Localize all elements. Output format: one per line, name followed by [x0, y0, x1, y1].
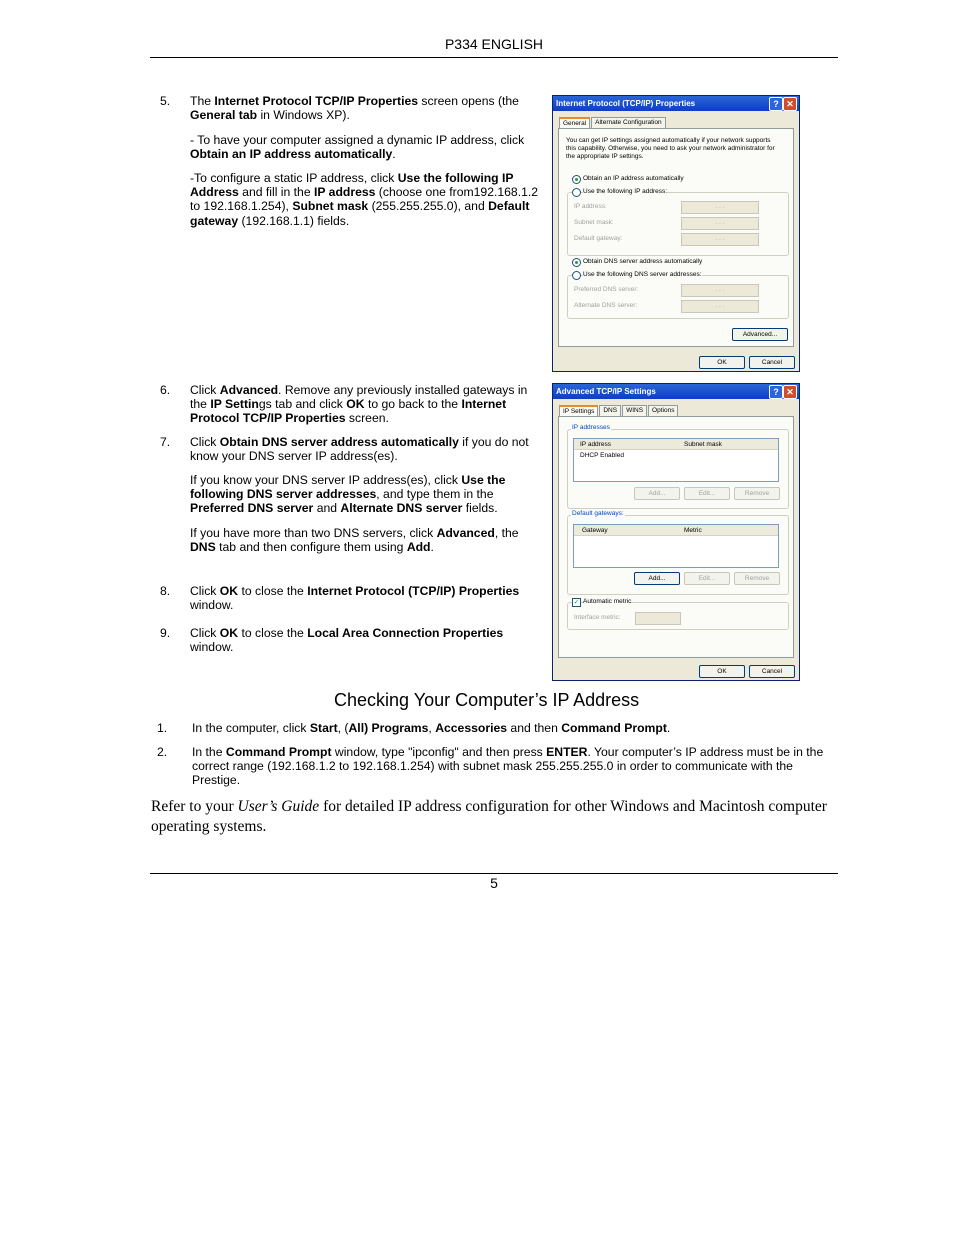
alternate-dns-field[interactable]: . . . [681, 300, 759, 313]
interface-metric-label: Interface metric: [574, 614, 621, 621]
column-gateway[interactable]: Gateway [582, 527, 608, 534]
step-number: 6. [160, 383, 171, 397]
subnet-mask-field[interactable]: . . . [681, 217, 759, 230]
tab-general[interactable]: General [559, 117, 590, 128]
use-static-dns-radio[interactable] [572, 271, 581, 280]
edit-gateway-button[interactable]: Edit... [684, 572, 730, 585]
step6-para: Click Advanced. Remove any previously installed gateways in the IP Settings tab and click OK to go back to the Internet Protocol TCP/IP Properties screen. [190, 383, 528, 426]
ip-address-field[interactable]: . . . [681, 201, 759, 214]
footer-rule [150, 873, 838, 874]
step9-para: Click OK to close the Local Area Connection Properties window. [190, 626, 504, 655]
tab-alternate-configuration[interactable]: Alternate Configuration [591, 117, 666, 128]
step5-para1: The Internet Protocol TCP/IP Properties screen opens (the General tab in Windows XP). [190, 94, 519, 123]
ip-addresses-group-label: IP addresses [572, 424, 610, 431]
list-header [574, 439, 778, 450]
help-icon[interactable]: ? [769, 97, 783, 111]
remove-gateway-button[interactable]: Remove [734, 572, 780, 585]
preferred-dns-field[interactable]: . . . [681, 284, 759, 297]
column-ip-address[interactable]: IP address [580, 441, 611, 448]
subnet-mask-label: Subnet mask: [574, 219, 614, 226]
automatic-metric-checkbox[interactable]: ✓ [573, 599, 580, 606]
tab-dns[interactable]: DNS [599, 405, 621, 416]
step7-para3: If you have more than two DNS servers, click Advanced, the DNS tab and then configure them using Add. [190, 526, 519, 555]
header-rule [150, 57, 838, 58]
tab-ip-settings[interactable]: IP Settings [559, 405, 598, 416]
dialog-title: Internet Protocol (TCP/IP) Properties [556, 99, 696, 108]
ok-button[interactable]: OK [699, 356, 745, 369]
add-ip-button[interactable]: Add... [634, 487, 680, 500]
tcpip-properties-dialog [552, 95, 800, 372]
use-static-ip-radio[interactable] [572, 188, 581, 197]
tab-wins[interactable]: WINS [622, 405, 647, 416]
default-gateways-group-label: Default gateways: [572, 510, 624, 517]
step5-para3: -To configure a static IP address, click Use the following IP Address and fill in the IP address (choose one from192.168.1.2 to 192.168.1.254), Subnet mask (255.255.255.0), and Default gateway (192.168.1.1) fields. [190, 171, 539, 228]
automatic-metric-label: Automatic metric [583, 598, 632, 605]
list-item[interactable]: DHCP Enabled [580, 452, 624, 459]
section-item-2: In the Command Prompt window, type "ipconfig" and then press ENTER. Your computer’s IP address must be in the correct range (192.168.1.2 to 192.168.1.254) with subnet mask 255.255.255.0 in order to communicate with the Prestige. [192, 745, 824, 788]
intro-text: You can get IP settings assigned automatically if your network supports this capability. Otherwise, you need to ask your network administrator for the appropriate IP settings. [566, 137, 775, 160]
default-gateway-field[interactable]: . . . [681, 233, 759, 246]
refer-paragraph: Refer to your User’s Guide for detailed IP address configuration for other Windows and Macintosh computer operating systems. [151, 798, 827, 835]
interface-metric-field[interactable] [635, 612, 681, 625]
help-icon[interactable]: ? [769, 385, 783, 399]
advanced-tcpip-dialog [552, 383, 800, 681]
step5-para2: - To have your computer assigned a dynamic IP address, click Obtain an IP address automatically. [190, 133, 525, 162]
edit-ip-button[interactable]: Edit... [684, 487, 730, 500]
tab-strip [559, 117, 667, 128]
add-gateway-button[interactable]: Add... [634, 572, 680, 585]
step7-para2: If you know your DNS server IP address(es), click Use the following DNS server addresses, and type them in the Preferred DNS server and Alternate DNS server fields. [190, 473, 506, 516]
gateway-list[interactable] [573, 524, 779, 568]
default-gateway-label: Default gateway: [574, 235, 623, 242]
page-header: P334 ENGLISH [444, 36, 544, 52]
advanced-button[interactable]: Advanced... [732, 328, 788, 341]
use-static-dns-label: Use the following DNS server addresses: [583, 271, 702, 278]
step-number: 9. [160, 626, 171, 640]
step-number: 7. [160, 435, 171, 449]
obtain-ip-auto-radio[interactable] [572, 175, 581, 184]
use-static-ip-label: Use the following IP address: [583, 188, 668, 195]
step8-para: Click OK to close the Internet Protocol (TCP/IP) Properties window. [190, 584, 520, 613]
tab-options[interactable]: Options [648, 405, 678, 416]
remove-ip-button[interactable]: Remove [734, 487, 780, 500]
ip-address-list[interactable] [573, 438, 779, 482]
obtain-dns-auto-label: Obtain DNS server address automatically [583, 258, 703, 265]
column-subnet-mask[interactable]: Subnet mask [684, 441, 722, 448]
step-number: 5. [160, 94, 171, 108]
close-icon[interactable]: ✕ [783, 97, 797, 111]
ok-button[interactable]: OK [699, 665, 745, 678]
preferred-dns-label: Preferred DNS server: [574, 286, 639, 293]
general-panel [558, 128, 794, 347]
ip-settings-panel [558, 416, 794, 658]
list-header [574, 525, 778, 536]
dialog-titlebar [553, 384, 799, 399]
obtain-ip-auto-label: Obtain an IP address automatically [583, 175, 684, 182]
column-metric[interactable]: Metric [684, 527, 702, 534]
list-number: 2. [157, 745, 168, 759]
close-icon[interactable]: ✕ [783, 385, 797, 399]
section-title: Checking Your Computer’s IP Address [334, 690, 640, 710]
dialog-titlebar [553, 96, 799, 111]
section-item-1: In the computer, click Start, (All) Programs, Accessories and then Command Prompt. [192, 721, 671, 735]
page-number: 5 [490, 875, 498, 891]
step-number: 8. [160, 584, 171, 598]
obtain-dns-auto-radio[interactable] [572, 258, 581, 267]
list-number: 1. [157, 721, 168, 735]
tab-strip [559, 405, 679, 416]
cancel-button[interactable]: Cancel [749, 356, 795, 369]
step7-para1: Click Obtain DNS server address automatically if you do not know your DNS server IP address(es). [190, 435, 529, 464]
alternate-dns-label: Alternate DNS server: [574, 302, 638, 309]
ip-address-label: IP address: [574, 203, 607, 210]
dialog-title: Advanced TCP/IP Settings [556, 387, 656, 396]
cancel-button[interactable]: Cancel [749, 665, 795, 678]
